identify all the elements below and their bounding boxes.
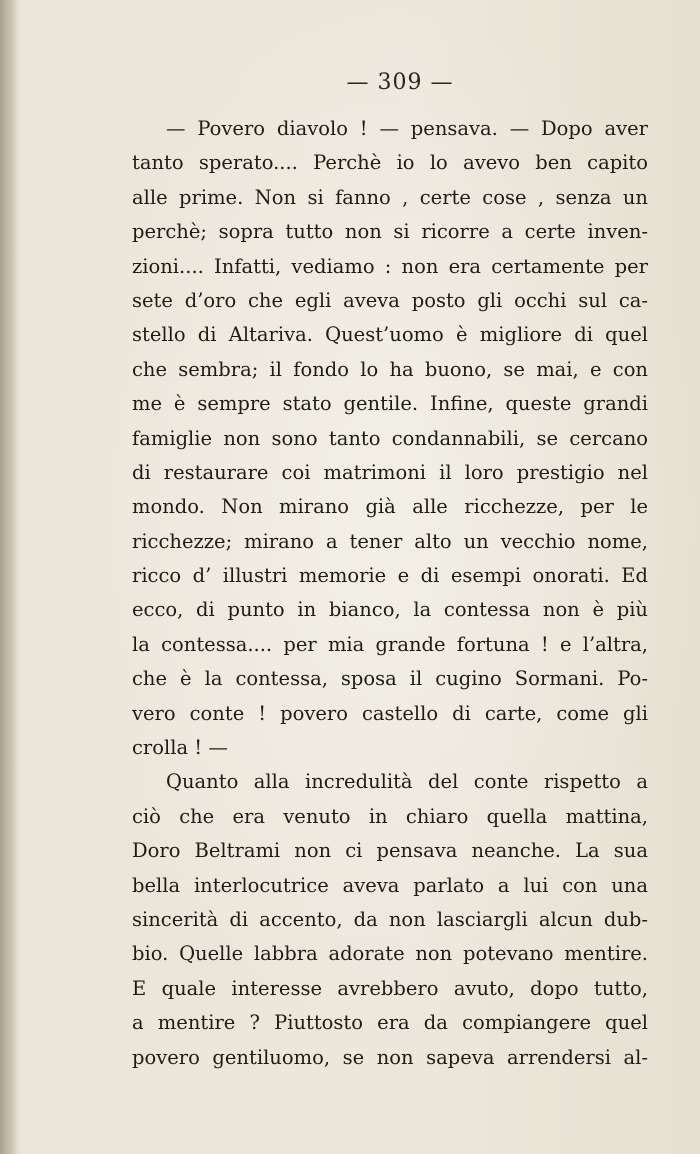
text-line: me è sempre stato gentile. Infine, queste grandi: [132, 392, 648, 416]
text-line: — Povero diavolo ! — pensava. — Dopo aver: [166, 117, 648, 140]
text-line: sete d’oro che egli aveva posto gli occhi sul ca-: [132, 288, 648, 312]
text-line: crolla ! —: [132, 736, 228, 760]
text-line: alle prime. Non si fanno , certe cose , senza un: [132, 185, 648, 209]
text-line: bella interlocutrice aveva parlato a lui con una: [132, 873, 648, 897]
text-line: la contessa.... per mia grande fortuna ! e l’altra,: [132, 632, 648, 656]
text-line: Doro Beltrami non ci pensava neanche. La sua: [132, 839, 648, 863]
text-line: mondo. Non mirano già alle ricchezze, per le: [132, 495, 648, 519]
text-line: che sembra; il fondo lo ha buono, se mai, e con: [132, 357, 648, 381]
text-line: ricchezze; mirano a tener alto un vecchio nome,: [132, 529, 648, 553]
text-line: famiglie non sono tanto condannabili, se cercano: [132, 426, 648, 450]
text-line: E quale interesse avrebbero avuto, dopo tutto,: [132, 976, 648, 1000]
text-line: zioni.... Infatti, vediamo : non era certamente per: [132, 254, 648, 278]
text-line: sincerità di accento, da non lasciargli alcun dub-: [132, 907, 648, 931]
text-line: bio. Quelle labbra adorate non potevano mentire.: [132, 942, 648, 966]
text-line: perchè; sopra tutto non si ricorre a certe inven-: [132, 220, 648, 244]
body-text: [132, 112, 648, 1075]
text-line: tanto sperato.... Perchè io lo avevo ben capito: [132, 151, 648, 175]
text-line: stello di Altariva. Quest’uomo è migliore di quel: [132, 323, 648, 347]
page-number: — 309 —: [346, 70, 454, 95]
text-line: ciò che era venuto in chiaro quella mattina,: [132, 804, 648, 828]
text-line: ecco, di punto in bianco, la contessa non è più: [132, 598, 648, 622]
text-line: a mentire ? Piuttosto era da compiangere quel: [132, 1011, 648, 1035]
text-line: Quanto alla incredulità del conte rispetto a: [166, 770, 648, 794]
page-binding-shadow: [0, 0, 18, 1154]
text-line: che è la contessa, sposa il cugino Sormani. Po-: [132, 667, 648, 691]
text-line: di restaurare coi matrimoni il loro prestigio nel: [132, 460, 648, 484]
text-line: vero conte ! povero castello di carte, come gli: [132, 701, 648, 725]
text-line: ricco d’ illustri memorie e di esempi onorati. Ed: [132, 564, 648, 588]
text-line: povero gentiluomo, se non sapeva arrendersi al-: [132, 1045, 648, 1069]
